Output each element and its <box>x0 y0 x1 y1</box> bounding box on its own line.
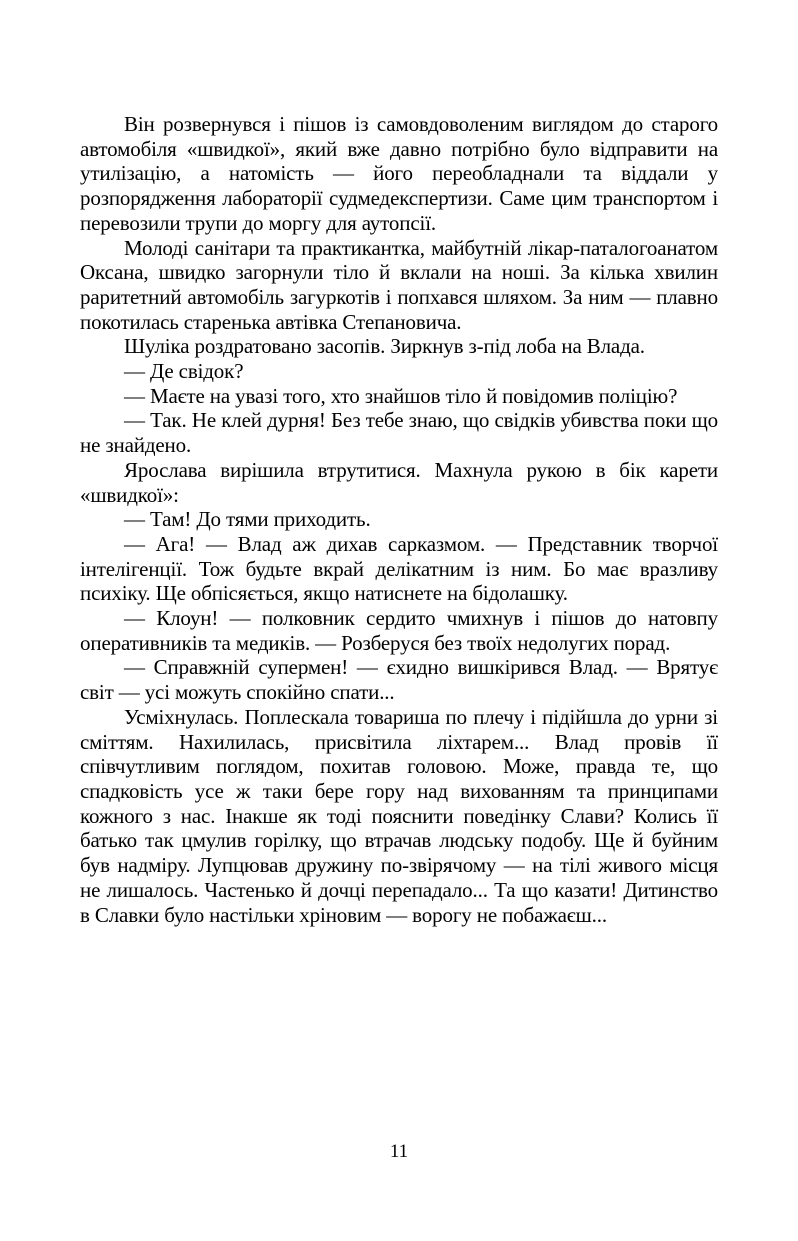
paragraph: — Так. Не клей дурня! Без тебе знаю, що свідків убивства поки що не знайдено. <box>80 408 718 458</box>
paragraph: — Де свідок? <box>124 359 244 384</box>
paragraph: Усміхнулась. Поплескала товариша по плечу і підійшла до урни зі сміттям. Нахилилась, присвітила ліхтарем... Влад провів її співчутливим поглядом, похитав головою. Може, правда те, що спадковість усе ж таки бере гору над вихованням та принципами кожного з нас. Інакше як тоді пояснити поведінку Слави? Колись її батько так цмулив горілку, що втрачав людську подобу. Ще й буйним був надміру. Лупцював дружину по-звірячому — на тілі живого місця не лишалось. Частенько й дочці перепадало... Та що казати! Дитинство в Славки було настільки хріновим — ворогу не побажаєш... <box>80 704 718 927</box>
paragraph: — Ага! — Влад аж дихав сарказмом. — Представник творчої інтелігенції. Тож будьте вкрай делікатним із ним. Бо має вразливу психіку. Ще обпісяється, якщо натиснете на бідолашку. <box>80 531 718 606</box>
paragraph: Ярослава вирішила втрутитися. Махнула рукою в бік карети «швидкої»: <box>80 457 718 507</box>
page-number: 11 <box>389 1141 409 1162</box>
paragraph: Молоді санітари та практикантка, майбутній лікар-паталогоанатом Оксана, швидко загорнули тіло й вклали на ноші. За кілька хвилин раритетний автомобіль загуркотів і попхався шляхом. За ним — плавно покотилась старенька автівка Степановича. <box>80 235 718 334</box>
paragraph: — Маєте на увазі того, хто знайшов тіло й повідомив поліцію? <box>124 383 678 408</box>
paragraph: — Справжній супермен! — єхидно вишкірився Влад. — Врятує світ — усі можуть спокійно спати... <box>80 655 718 705</box>
paragraph: — Там! До тями приходить. <box>124 507 371 532</box>
paragraph: Він розвернувся і пішов із самовдоволеним виглядом до старого автомобіля «швидкої», який вже давно потрібно було відправити на утилізацію, а натомість — його переобладнали та віддали у розпорядження лабораторії судмедекспертизи. Саме цим транспортом і перевозили трупи до моргу для аутопсії. <box>80 112 718 235</box>
paragraph: — Клоун! — полковник сердито чмихнув і пішов до натовпу оперативників та медиків. — Розберуся без твоїх недолугих порад. <box>80 606 718 655</box>
text-block <box>80 112 718 927</box>
paragraph: Шуліка роздратовано засопів. Зиркнув з-під лоба на Влада. <box>124 334 645 359</box>
